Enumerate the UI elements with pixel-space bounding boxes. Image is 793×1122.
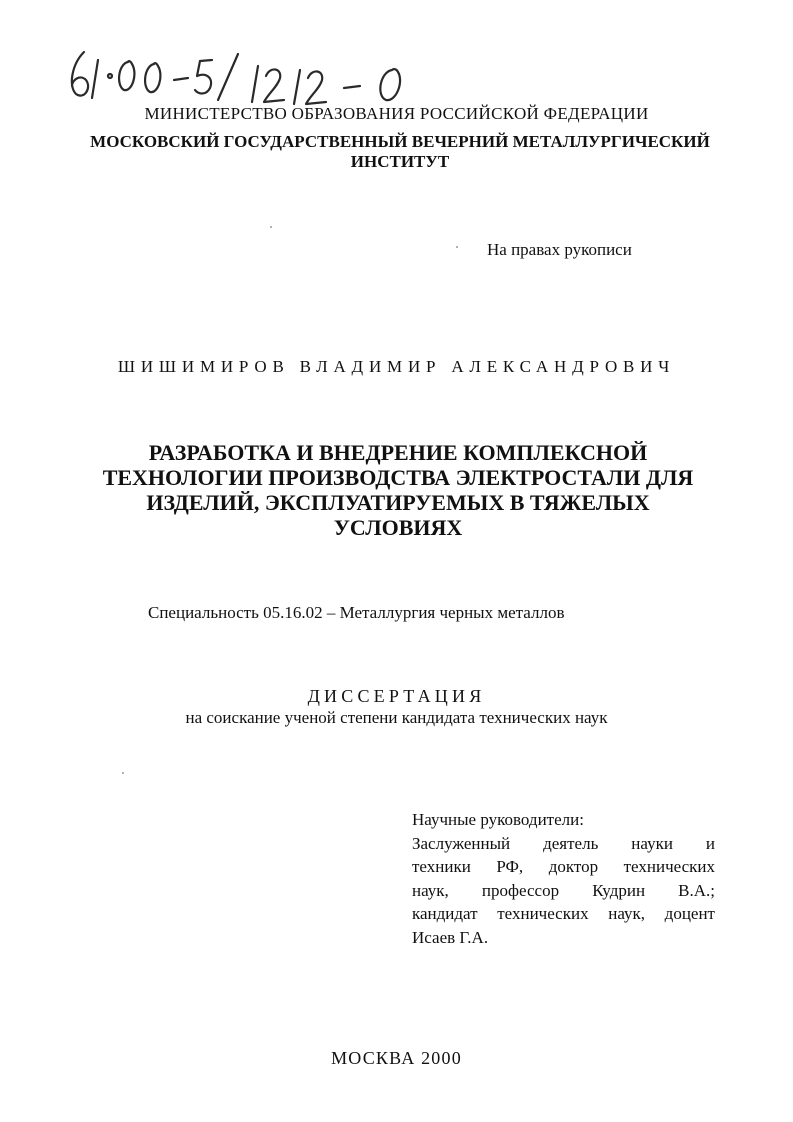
specialty-line: Специальность 05.16.02 – Металлургия черных металлов [148, 603, 565, 622]
title-line: РАЗРАБОТКА И ВНЕДРЕНИЕ КОМПЛЕКСНОЙ [148, 440, 648, 465]
city-year: МОСКВА 2000 [331, 1048, 462, 1068]
title-line: ИЗДЕЛИЙ, ЭКСПЛУАТИРУЕМЫХ В ТЯЖЕЛЫХ [146, 490, 650, 515]
scan-speck [122, 772, 124, 774]
supervisor-line: наук, профессор Кудрин В.А.; [412, 880, 715, 900]
manuscript-rights-note: На правах рукописи [487, 240, 632, 259]
title-line: УСЛОВИЯХ [333, 515, 463, 540]
supervisor-line: техники РФ, доктор технических [412, 857, 715, 876]
degree-purpose: на соискание ученой степени кандидата технических наук [185, 708, 608, 727]
institute-line-2: ИНСТИТУТ [350, 152, 450, 171]
scan-speck [456, 246, 458, 248]
supervisor-line: кандидат технических наук, доцент [412, 904, 715, 923]
dissertation-title [100, 440, 696, 540]
supervisors-block [412, 808, 715, 949]
scan-speck [270, 226, 272, 228]
supervisor-line: Заслуженный деятель науки и [412, 833, 715, 853]
supervisor-line: Исаев Г.А. [412, 927, 489, 947]
institute-line-1: МОСКОВСКИЙ ГОСУДАРСТВЕННЫЙ ВЕЧЕРНИЙ МЕТАЛЛУРГИЧЕСКИЙ [90, 132, 710, 151]
handwriting-drawing [62, 30, 482, 110]
title-line: ТЕХНОЛОГИИ ПРОИЗВОДСТВА ЭЛЕКТРОСТАЛИ ДЛЯ [102, 465, 694, 490]
dissertation-label: ДИССЕРТАЦИЯ [307, 686, 486, 706]
handwritten-catalog-number [62, 30, 482, 110]
institute-heading [60, 132, 740, 172]
author-name: ШИШИМИРОВ ВЛАДИМИР АЛЕКСАНДРОВИЧ [117, 357, 676, 376]
supervisors-heading: Научные руководители: [412, 810, 584, 829]
ministry-heading: МИНИСТЕРСТВО ОБРАЗОВАНИЯ РОССИЙСКОЙ ФЕДЕРАЦИИ [144, 104, 649, 123]
